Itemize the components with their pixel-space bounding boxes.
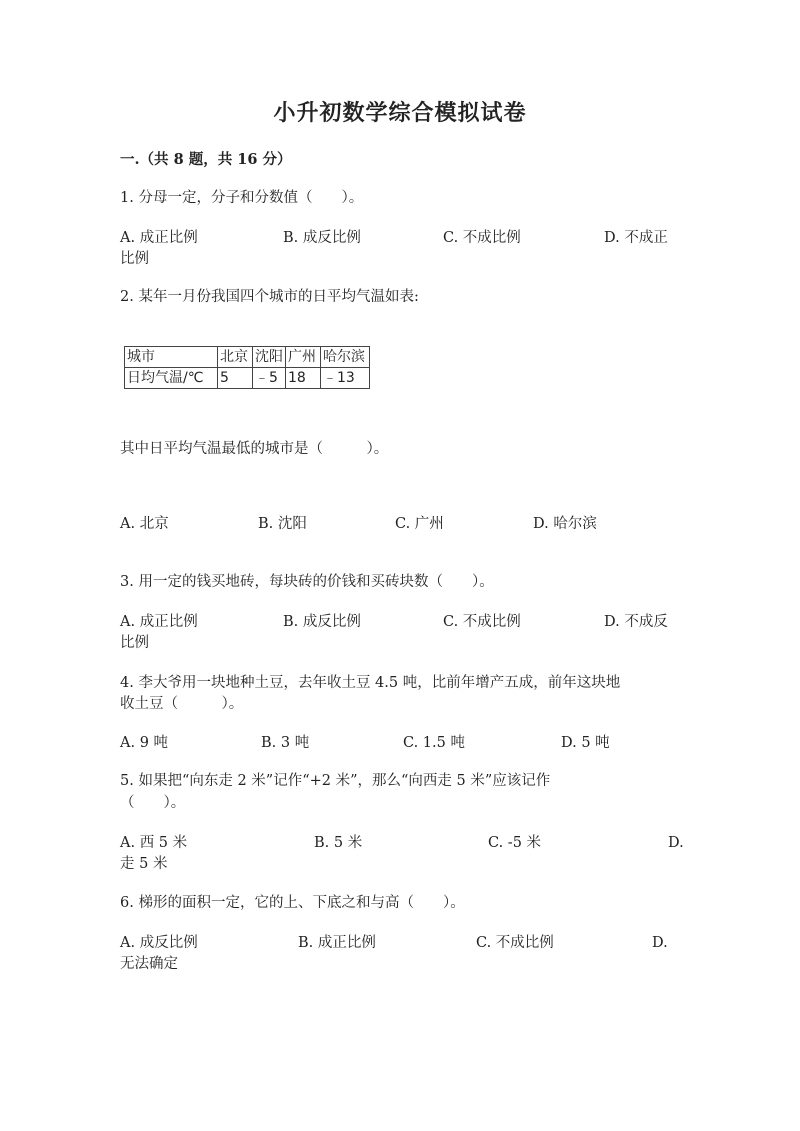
question-2-stem: 2. 某年一月份我国四个城市的日平均气温如表: (120, 289, 419, 305)
table-cell: 18 (286, 368, 321, 389)
table-cell: 5 (218, 368, 253, 389)
section-header: 一.（共 8 题，共 16 分） (120, 151, 292, 168)
q3-option-c: C. 不成比例 (443, 614, 521, 630)
q5-option-d-wrap: 走 5 米 (120, 856, 168, 872)
q1-option-a: A. 成正比例 (120, 230, 198, 246)
q6-option-d-wrap: 无法确定 (120, 956, 178, 972)
q1-option-c: C. 不成比例 (443, 230, 521, 246)
q2-option-d: D. 哈尔滨 (533, 516, 597, 532)
q5-option-c: C. -5 米 (488, 835, 542, 851)
q5-option-b: B. 5 米 (314, 835, 363, 851)
q3-option-b: B. 成反比例 (283, 614, 361, 630)
q4-option-c: C. 1.5 吨 (403, 735, 465, 751)
q5-option-a: A. 西 5 米 (120, 835, 188, 851)
q5-option-d: D. (668, 835, 684, 851)
q6-option-b: B. 成正比例 (298, 935, 376, 951)
question-4-stem: 4. 李大爷用一块地种土豆，去年收土豆 4.5 吨，比前年增产五成，前年这块地 (120, 675, 621, 691)
q1-option-b: B. 成反比例 (283, 230, 361, 246)
page-title: 小升初数学综合模拟试卷 (273, 100, 527, 126)
table-cell: 广州 (286, 347, 321, 368)
q2-option-a: A. 北京 (120, 516, 169, 532)
table-cell: ﹣13 (321, 368, 370, 389)
q3-option-d: D. 不成反 (604, 614, 668, 630)
q6-option-c: C. 不成比例 (476, 935, 554, 951)
q6-option-d: D. (652, 935, 668, 951)
temperature-table (124, 346, 370, 389)
q2-option-b: B. 沈阳 (258, 516, 307, 532)
table-cell: 沈阳 (253, 347, 286, 368)
table-row (125, 368, 370, 389)
q4-option-a: A. 9 吨 (120, 735, 169, 751)
table-row (125, 347, 370, 368)
q1-option-d: D. 不成正 (604, 230, 668, 246)
q2-option-c: C. 广州 (395, 516, 444, 532)
question-4-stem-cont: 收土豆（ ）。 (120, 696, 244, 712)
q3-option-d-wrap: 比例 (120, 635, 149, 651)
table-cell: 哈尔滨 (321, 347, 370, 368)
q4-option-b: B. 3 吨 (261, 735, 310, 751)
q1-option-d-wrap: 比例 (120, 251, 149, 267)
q3-option-a: A. 成正比例 (120, 614, 198, 630)
question-5-stem-cont: （ ）。 (120, 795, 186, 811)
table-cell: 城市 (125, 347, 218, 368)
question-2-question: 其中日平均气温最低的城市是（ ）。 (120, 441, 389, 457)
question-3-stem: 3. 用一定的钱买地砖，每块砖的价钱和买砖块数（ ）。 (120, 574, 494, 590)
q4-option-d: D. 5 吨 (561, 735, 610, 751)
table-cell: ﹣5 (253, 368, 286, 389)
question-5-stem: 5. 如果把“向东走 2 米”记作“+2 米”，那么“向西走 5 米”应该记作 (120, 773, 551, 789)
question-6-stem: 6. 梯形的面积一定，它的上、下底之和与高（ ）。 (120, 895, 465, 911)
q6-option-a: A. 成反比例 (120, 935, 198, 951)
table-cell: 北京 (218, 347, 253, 368)
question-1-stem: 1. 分母一定，分子和分数值（ ）。 (120, 190, 364, 206)
table-cell: 日均气温/℃ (125, 368, 218, 389)
